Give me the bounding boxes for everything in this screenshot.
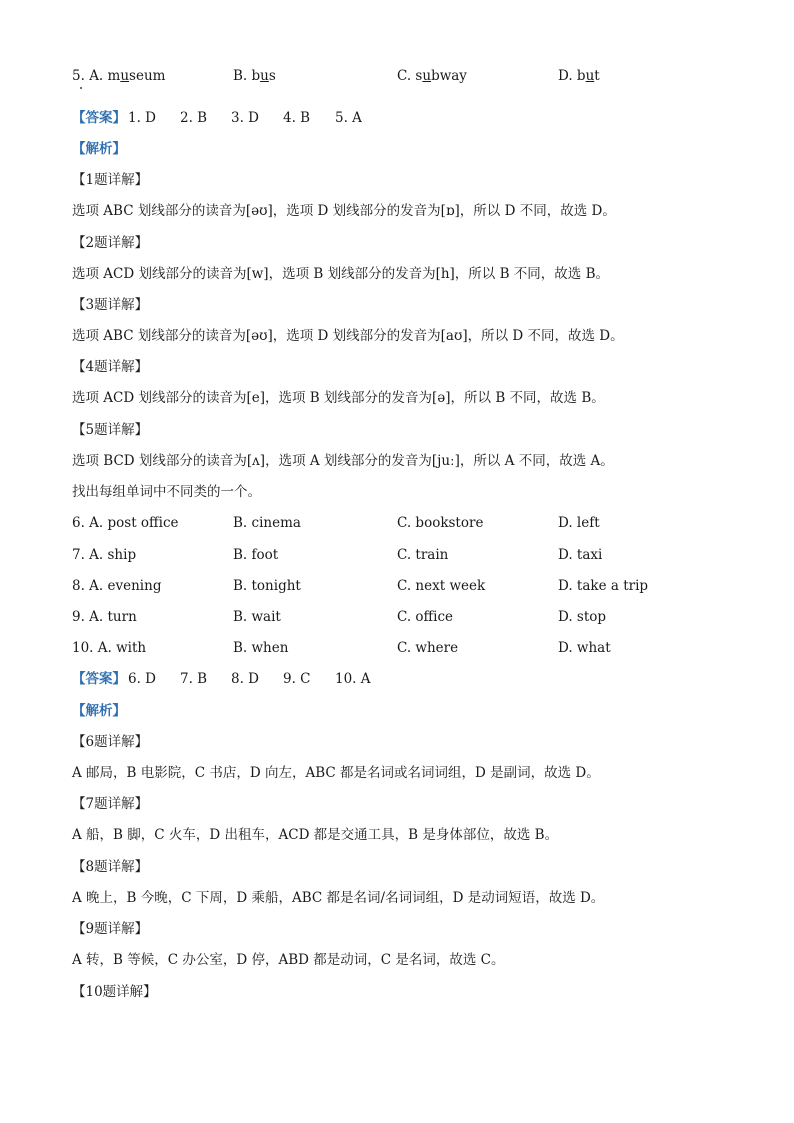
question-8 [72,577,732,595]
analysis-heading: 【解析】 [72,703,126,719]
option-text: D. b [558,68,586,84]
detail-heading-10: 【10题详解】 [72,984,157,1000]
answer-item: 1. D [128,110,156,126]
detail-heading-5: 【5题详解】 [72,422,149,438]
answer-item: 5. A [335,110,362,126]
answer-tag: 【答案】 [72,671,126,687]
detail-heading-7: 【7题详解】 [72,796,149,812]
question-5-option-b [233,67,276,85]
answer-item: 7. B [180,671,208,687]
detail-heading-6: 【6题详解】 [72,734,149,750]
answer-item: 3. D [231,110,259,126]
option-text: A. m [89,68,121,84]
option-c: C. office [397,609,454,625]
option-a: 8. A. evening [72,578,162,594]
underlined-letter: u [260,68,269,84]
question-7 [72,546,732,564]
option-b: B. when [233,640,289,656]
underlined-letter: u [120,68,130,84]
detail-heading-3: 【3题详解】 [72,297,149,313]
detail-heading-2: 【2题详解】 [72,235,149,251]
option-b: B. tonight [233,578,301,594]
option-c: C. train [397,547,449,563]
detail-text-5: 选项 BCD 划线部分的读音为[ʌ]，选项 A 划线部分的发音为[juː]，所以 A 不同，故选 A。 [72,453,614,469]
underlined-letter: u [585,68,595,84]
option-d: D. take a trip [558,578,649,594]
detail-text-7: A 船，B 脚，C 火车，D 出租车，ACD 都是交通工具，B 是身体部位，故选 B。 [72,827,559,843]
detail-text-6: A 邮局，B 电影院，C 书店，D 向左，ABC 都是名词或名词词组，D 是副词，故选 D。 [72,765,600,781]
answer-line-1 [72,109,472,127]
question-9 [72,608,732,626]
section-instruction: 找出每组单词中不同类的一个。 [72,484,261,500]
option-a: 10. A. with [72,640,147,656]
answer-item: 6. D [128,671,156,687]
answer-item: 4. B [283,110,311,126]
detail-text-1: 选项 ABC 划线部分的读音为[əʊ]，选项 D 划线部分的发音为[ɒ]，所以 D 不同，故选 D。 [72,203,616,219]
option-d: D. stop [558,609,607,625]
answer-item: 10. A [335,671,371,687]
detail-text-4: 选项 ACD 划线部分的读音为[e]，选项 B 划线部分的发音为[ə]，所以 B 不同，故选 B。 [72,390,605,406]
detail-text-8: A 晚上，B 今晚，C 下周，D 乘船，ABC 都是名词/名词词组，D 是动词短语，故选 D。 [72,890,605,906]
detail-text-2: 选项 ACD 划线部分的读音为[w]，选项 B 划线部分的发音为[h]，所以 B 不同，故选 B。 [72,266,610,282]
option-d: D. what [558,640,611,656]
option-b: B. cinema [233,515,301,531]
option-c: C. next week [397,578,486,594]
option-text: seum [129,68,166,84]
option-text: C. s [397,68,423,84]
option-a: 7. A. ship [72,547,137,563]
option-d: D. taxi [558,547,603,563]
option-text: t [594,68,600,84]
option-a: 9. A. turn [72,609,137,625]
answer-item: 9. C [283,671,311,687]
dot-mark [80,87,82,89]
option-b: B. foot [233,547,279,563]
question-10 [72,639,732,657]
question-5 [72,67,732,85]
option-text: bway [431,68,467,84]
option-a: 6. A. post office [72,515,179,531]
analysis-heading: 【解析】 [72,141,126,157]
option-b: B. wait [233,609,281,625]
option-text: B. b [233,68,261,84]
question-5-option-a [72,67,165,85]
option-text: s [268,68,276,84]
answer-item: 8. D [231,671,259,687]
detail-heading-4: 【4题详解】 [72,359,149,375]
question-5-option-d [558,67,600,85]
detail-text-3: 选项 ABC 划线部分的读音为[əʊ]，选项 D 划线部分的发音为[aʊ]，所以 D 不同，故选 D。 [72,328,624,344]
question-number: 5. [72,68,85,84]
option-c: C. bookstore [397,515,484,531]
detail-text-9: A 转，B 等候，C 办公室，D 停，ABD 都是动词，C 是名词，故选 C。 [72,952,505,968]
question-5-option-c [397,67,467,85]
answer-item: 2. B [180,110,208,126]
option-d: D. left [558,515,600,531]
detail-heading-8: 【8题详解】 [72,859,149,875]
answer-tag: 【答案】 [72,110,126,126]
detail-heading-9: 【9题详解】 [72,921,149,937]
underlined-letter: u [422,68,432,84]
question-6 [72,514,732,532]
detail-heading-1: 【1题详解】 [72,172,149,188]
answer-line-2 [72,670,472,688]
option-c: C. where [397,640,459,656]
